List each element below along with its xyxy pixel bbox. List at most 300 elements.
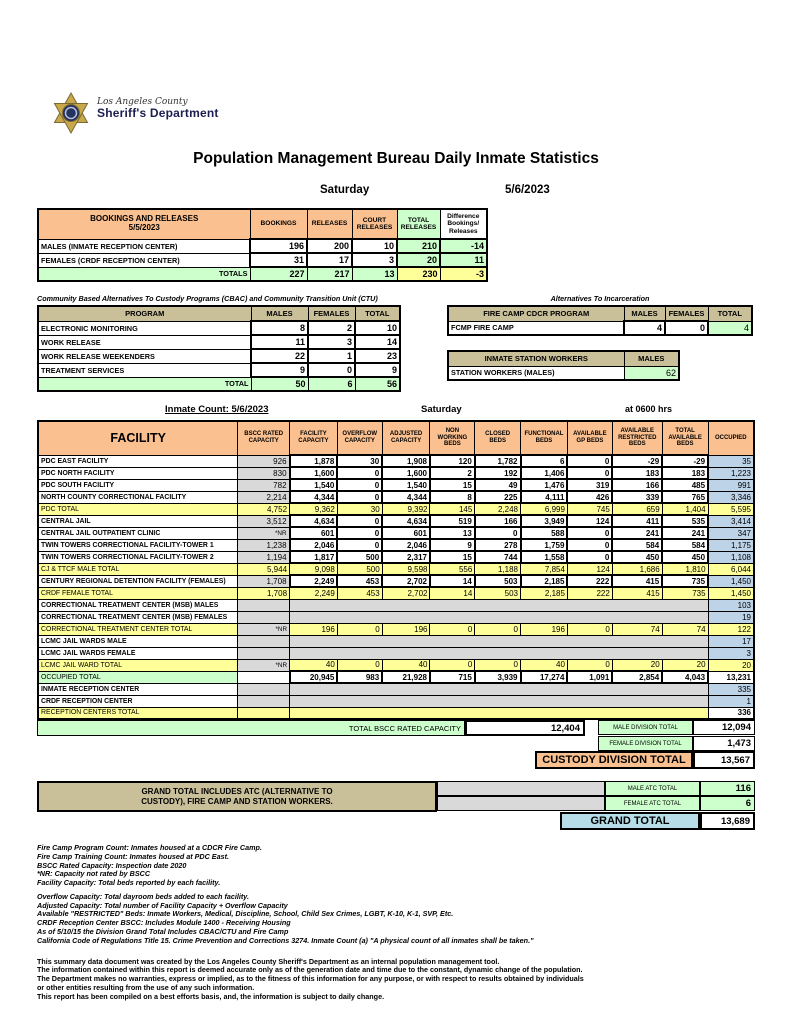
facility-value: 1,600 xyxy=(290,467,338,479)
grand-gray-cell xyxy=(437,796,605,811)
facility-row-label: TWIN TOWERS CORRECTIONAL FACILITY-TOWER 2 xyxy=(38,551,238,563)
facility-row xyxy=(38,467,754,479)
facility-bscc-capacity: *NR xyxy=(238,527,290,539)
facility-value: 411 xyxy=(612,515,662,527)
facility-value: 1,540 xyxy=(290,479,338,491)
facility-column-header: ADJUSTED CAPACITY xyxy=(382,421,430,455)
facility-value: 120 xyxy=(430,455,475,467)
facility-row xyxy=(38,527,754,539)
cbac-total-value: 6 xyxy=(308,377,355,391)
bookings-value: 196 xyxy=(250,239,307,253)
cbac-totals-row xyxy=(38,377,400,391)
facility-value: 415 xyxy=(612,587,662,599)
cbac-column-header: MALES xyxy=(251,306,308,321)
facility-merged-cell xyxy=(290,611,709,623)
facility-row-label: PDC EAST FACILITY xyxy=(38,455,238,467)
facility-value: 0 xyxy=(337,491,382,503)
footnote-line: CRDF Reception Center BSCC: Includes Module 1400 - Receiving Housing xyxy=(37,918,291,928)
facility-bscc-capacity: 782 xyxy=(238,479,290,491)
facility-value: 7,854 xyxy=(521,563,568,575)
facility-merged-cell xyxy=(290,707,709,719)
facility-value: 49 xyxy=(475,479,521,491)
footnote-line: *NR: Capacity not rated by BSCC xyxy=(37,869,151,879)
agency-name xyxy=(97,92,219,120)
programs-section xyxy=(37,294,755,392)
facility-value: 2,249 xyxy=(290,575,338,587)
facility-row-label: CORRECTIONAL TREATMENT CENTER (MSB) MALES xyxy=(38,599,238,611)
facility-value: 1,476 xyxy=(521,479,568,491)
facility-value: 20 xyxy=(662,659,708,671)
facility-bscc-capacity xyxy=(238,635,290,647)
alternatives-block xyxy=(447,294,753,392)
cbac-row xyxy=(38,335,400,349)
facility-value: 2,185 xyxy=(521,587,568,599)
male-division-total-value: 12,094 xyxy=(693,720,755,735)
facility-occupied: 335 xyxy=(708,683,754,695)
facility-bscc-capacity: 1,194 xyxy=(238,551,290,563)
bookings-header-row xyxy=(38,209,487,239)
facility-value: 9,598 xyxy=(382,563,430,575)
facility-row xyxy=(38,623,754,635)
facility-row xyxy=(38,647,754,659)
facility-value: 584 xyxy=(612,539,662,551)
cbac-header-row xyxy=(38,306,400,321)
bookings-column-header: TOTAL RELEASES xyxy=(397,209,440,239)
grand-total-value: 13,689 xyxy=(700,812,755,830)
facility-value: 192 xyxy=(475,467,521,479)
facility-row-label: NORTH COUNTY CORRECTIONAL FACILITY xyxy=(38,491,238,503)
bscc-total-label: TOTAL BSCC RATED CAPACITY xyxy=(37,720,465,736)
cbac-row xyxy=(38,321,400,335)
facility-value: 196 xyxy=(521,623,568,635)
facility-row-label: CENTRAL JAIL OUTPATIENT CLINIC xyxy=(38,527,238,539)
facility-column-header: BSCC RATED CAPACITY xyxy=(238,421,290,455)
facility-merged-cell xyxy=(290,695,709,707)
facility-value: 4,634 xyxy=(382,515,430,527)
facility-value: 2,702 xyxy=(382,587,430,599)
facility-value: 1,759 xyxy=(521,539,568,551)
cbac-table xyxy=(37,305,401,392)
facility-value: 1,817 xyxy=(290,551,338,563)
facility-value: 166 xyxy=(475,515,521,527)
facility-value: 13 xyxy=(430,527,475,539)
facility-value: 339 xyxy=(612,491,662,503)
fire-camp-column-header: TOTAL xyxy=(708,306,752,321)
facility-value: 2,248 xyxy=(475,503,521,515)
facility-occupied: 19 xyxy=(708,611,754,623)
female-atc-total-label: FEMALE ATC TOTAL xyxy=(605,796,700,811)
facility-bscc-capacity xyxy=(238,695,290,707)
grand-total-label: GRAND TOTAL xyxy=(560,812,700,830)
facility-value: 556 xyxy=(430,563,475,575)
bscc-total-row xyxy=(37,720,755,736)
facility-bscc-capacity: 5,944 xyxy=(238,563,290,575)
disclaimer-line: The Department makes no warranties, express or implied, as to the fitness of this information for any purpose, or with respect to results obtained by individuals xyxy=(37,974,584,984)
bookings-value: 210 xyxy=(397,239,440,253)
facility-column-header: OCCUPIED xyxy=(708,421,754,455)
footnote-line: Available "RESTRICTED" Beds: Inmate Workers, Medical, Discipline, School, Child Sex Crimes, LGBT, K-10, K-1, SVP, Etc. xyxy=(37,909,454,919)
facility-row-label: CORRECTIONAL TREATMENT CENTER (MSB) FEMALES xyxy=(38,611,238,623)
facility-column-header: FACILITY CAPACITY xyxy=(290,421,338,455)
bookings-value: 17 xyxy=(307,253,352,267)
facility-value: 1,558 xyxy=(521,551,568,563)
facility-bscc-capacity: 4,752 xyxy=(238,503,290,515)
facility-value: 183 xyxy=(612,467,662,479)
facility-value: 4,634 xyxy=(290,515,338,527)
facility-value: 8 xyxy=(430,491,475,503)
facility-occupied: 35 xyxy=(708,455,754,467)
grand-gray-cell xyxy=(437,781,605,796)
facility-occupied: 20 xyxy=(708,659,754,671)
fire-camp-column-header: FEMALES xyxy=(665,306,708,321)
facility-value: 1,686 xyxy=(612,563,662,575)
facility-value: 4,043 xyxy=(662,671,708,683)
facility-value: 426 xyxy=(567,491,612,503)
facility-row xyxy=(38,611,754,623)
facility-merged-cell xyxy=(290,635,709,647)
bookings-value: 11 xyxy=(440,253,487,267)
facility-occupied: 1,450 xyxy=(708,575,754,587)
facility-column-header: OVERFLOW CAPACITY xyxy=(337,421,382,455)
facility-value: 225 xyxy=(475,491,521,503)
facility-value: 1,600 xyxy=(382,467,430,479)
disclaimer-line: This summary data document was created by the Los Angeles County Sheriff's Department as an internal population management tool. xyxy=(37,956,500,966)
facility-value: 1,540 xyxy=(382,479,430,491)
facility-bscc-capacity xyxy=(238,683,290,695)
bookings-date: 5/5/2023 xyxy=(128,223,160,233)
facility-value: 500 xyxy=(337,551,382,563)
facility-value: 453 xyxy=(337,587,382,599)
facility-value: 535 xyxy=(662,515,708,527)
facility-value: 744 xyxy=(475,551,521,563)
bookings-value: 20 xyxy=(397,253,440,267)
facility-value: 30 xyxy=(337,503,382,515)
facility-value: 1,404 xyxy=(662,503,708,515)
facility-occupied: 1 xyxy=(708,695,754,707)
facility-value: 765 xyxy=(662,491,708,503)
facility-bscc-capacity: 1,708 xyxy=(238,587,290,599)
facility-row-label: INMATE RECEPTION CENTER xyxy=(38,683,238,695)
facility-value: 0 xyxy=(475,527,521,539)
station-workers-column-header: MALES xyxy=(624,351,679,366)
facility-bscc-capacity: *NR xyxy=(238,623,290,635)
facility-row-label: LCMC JAIL WARD TOTAL xyxy=(38,659,238,671)
station-workers-header-row xyxy=(448,351,679,366)
cbac-column-header: PROGRAM xyxy=(38,306,251,321)
cbac-value: 2 xyxy=(308,321,355,335)
facility-row-label: LCMC JAIL WARDS MALE xyxy=(38,635,238,647)
facility-value: 278 xyxy=(475,539,521,551)
facility-value: 1,406 xyxy=(521,467,568,479)
facility-merged-cell xyxy=(290,647,709,659)
facility-value: 659 xyxy=(612,503,662,515)
facility-row xyxy=(38,635,754,647)
facility-statistics-table xyxy=(37,420,755,720)
facility-value: 450 xyxy=(612,551,662,563)
bookings-row xyxy=(38,253,487,267)
facility-value: 588 xyxy=(521,527,568,539)
facility-column-header: AVAILABLE RESTRICTED BEDS xyxy=(612,421,662,455)
facility-occupied: 3 xyxy=(708,647,754,659)
grand-total-block xyxy=(37,781,755,830)
agency-header xyxy=(51,92,755,136)
facility-value: 601 xyxy=(290,527,338,539)
cbac-row xyxy=(38,363,400,377)
facility-value: 196 xyxy=(382,623,430,635)
cbac-row xyxy=(38,349,400,363)
facility-value: 0 xyxy=(337,539,382,551)
facility-value: 14 xyxy=(430,575,475,587)
footnote-line: BSCC Rated Capacity: Inspection date 2020 xyxy=(37,860,187,870)
male-atc-total-label: MALE ATC TOTAL xyxy=(605,781,700,796)
page-title: Population Management Bureau Daily Inmate Statistics xyxy=(193,150,599,167)
fire-camp-column-header: MALES xyxy=(624,306,665,321)
custody-division-total-value: 13,567 xyxy=(693,751,755,769)
facility-value: 500 xyxy=(337,563,382,575)
facility-value: 735 xyxy=(662,575,708,587)
facility-bscc-capacity: 1,708 xyxy=(238,575,290,587)
facility-value: 1,091 xyxy=(567,671,612,683)
facility-row-label: CENTRAL JAIL xyxy=(38,515,238,527)
facility-bscc-capacity xyxy=(238,647,290,659)
facility-row-label: PDC SOUTH FACILITY xyxy=(38,479,238,491)
facility-merged-cell xyxy=(290,599,709,611)
fire-camp-row-label: FCMP FIRE CAMP xyxy=(448,321,624,335)
facility-value: 2,249 xyxy=(290,587,338,599)
facility-column-header: FUNCTIONAL BEDS xyxy=(521,421,568,455)
facility-value: 601 xyxy=(382,527,430,539)
cbac-value: 3 xyxy=(308,335,355,349)
facility-value: 15 xyxy=(430,551,475,563)
facility-value: 2,185 xyxy=(521,575,568,587)
facility-bscc-capacity xyxy=(238,707,290,719)
facility-value: 40 xyxy=(290,659,338,671)
facility-value: 0 xyxy=(337,623,382,635)
facility-bscc-capacity: 830 xyxy=(238,467,290,479)
facility-value: 485 xyxy=(662,479,708,491)
facility-value: 745 xyxy=(567,503,612,515)
footnote-line: Adjusted Capacity: Total number of Facility Capacity + Overflow Capacity xyxy=(37,900,288,910)
cbac-value: 9 xyxy=(355,363,400,377)
bookings-row-label: MALES (INMATE RECEPTION CENTER) xyxy=(38,239,250,253)
custody-division-row xyxy=(37,751,755,769)
facility-value: -29 xyxy=(612,455,662,467)
facility-value: 519 xyxy=(430,515,475,527)
facility-value: 241 xyxy=(662,527,708,539)
facility-bscc-capacity: 2,214 xyxy=(238,491,290,503)
bookings-total-value: 217 xyxy=(307,267,352,281)
facility-value: 222 xyxy=(567,575,612,587)
bookings-title: BOOKINGS AND RELEASES xyxy=(90,214,199,224)
facility-value: 21,928 xyxy=(382,671,430,683)
facility-value: 145 xyxy=(430,503,475,515)
facility-value: 0 xyxy=(475,659,521,671)
facility-row-label: CJ & TTCF MALE TOTAL xyxy=(38,563,238,575)
facility-value: 196 xyxy=(290,623,338,635)
cbac-row-label: WORK RELEASE WEEKENDERS xyxy=(38,349,251,363)
sheriff-star-icon xyxy=(51,92,91,136)
facility-value: 0 xyxy=(337,659,382,671)
facility-row xyxy=(38,491,754,503)
facility-value: 6,999 xyxy=(521,503,568,515)
facility-value: 1,908 xyxy=(382,455,430,467)
cbac-value: 22 xyxy=(251,349,308,363)
disclaimer-line: The information contained within this report is deemed accurate only as of the generation date and time due to the constant, dynamic change of the population. xyxy=(37,965,583,975)
bookings-releases-table xyxy=(37,208,488,282)
facility-row xyxy=(38,707,754,719)
grand-total-note-line2: CUSTODY), FIRE CAMP AND STATION WORKERS. xyxy=(141,796,333,806)
facility-value: 1,188 xyxy=(475,563,521,575)
facility-value: 0 xyxy=(567,551,612,563)
bookings-totals-row xyxy=(38,267,487,281)
cbac-value: 9 xyxy=(251,363,308,377)
bookings-value: 200 xyxy=(307,239,352,253)
facility-value: 2,046 xyxy=(382,539,430,551)
male-division-total-label: MALE DIVISION TOTAL xyxy=(598,720,693,735)
facility-occupied: 991 xyxy=(708,479,754,491)
cbac-total-value: 50 xyxy=(251,377,308,391)
bookings-title-cell xyxy=(38,209,250,239)
footnote-line: Overflow Capacity: Total dayroom beds added to each facility. xyxy=(37,891,249,901)
cbac-value: 8 xyxy=(251,321,308,335)
facility-column-header: FACILITY xyxy=(38,421,238,455)
facility-value: 450 xyxy=(662,551,708,563)
cbac-column-header: FEMALES xyxy=(308,306,355,321)
facility-value: 15 xyxy=(430,479,475,491)
facility-value: 4,344 xyxy=(382,491,430,503)
facility-value: 20,945 xyxy=(290,671,338,683)
facility-value: 0 xyxy=(430,623,475,635)
facility-bscc-capacity: 926 xyxy=(238,455,290,467)
facility-value: 4,344 xyxy=(290,491,338,503)
facility-bscc-capacity xyxy=(238,611,290,623)
facility-occupied: 5,595 xyxy=(708,503,754,515)
station-workers-row xyxy=(448,366,679,380)
grand-total-note-line1: GRAND TOTAL INCLUDES ATC (ALTERNATIVE TO xyxy=(141,787,333,797)
footnote-line: California Code of Regulations Title 15. Crime Prevention and Corrections 3274. Inmate Count (a) "A physical count of all inmates shall be taken." xyxy=(37,935,534,945)
facility-value: 2 xyxy=(430,467,475,479)
facility-value: 30 xyxy=(337,455,382,467)
facility-value: 183 xyxy=(662,467,708,479)
facility-value: 453 xyxy=(337,575,382,587)
facility-occupied: 6,044 xyxy=(708,563,754,575)
disclaimer xyxy=(37,958,755,1002)
facility-value: 0 xyxy=(337,527,382,539)
facility-value: 319 xyxy=(567,479,612,491)
facility-bscc-capacity xyxy=(238,599,290,611)
facility-value: 715 xyxy=(430,671,475,683)
facility-value: 1,810 xyxy=(662,563,708,575)
facility-value: 9,392 xyxy=(382,503,430,515)
agency-department-label: Sheriff's Department xyxy=(97,106,219,121)
bookings-row xyxy=(38,239,487,253)
footnote-line: Facility Capacity: Total beds reported by each facility. xyxy=(37,878,221,888)
facility-row xyxy=(38,695,754,707)
facility-value: 0 xyxy=(567,467,612,479)
facility-row xyxy=(38,503,754,515)
facility-value: 3,949 xyxy=(521,515,568,527)
facility-value: 735 xyxy=(662,587,708,599)
disclaimer-line: This report has been compiled on a best efforts basis, and, the information is subject to daily change. xyxy=(37,991,385,1001)
footnote-line: As of 5/10/15 the Division Grand Total Includes CBAC/CTU and Fire Camp xyxy=(37,927,289,937)
facility-row-label: CRDF FEMALE TOTAL xyxy=(38,587,238,599)
bookings-total-value: 13 xyxy=(352,267,397,281)
fire-camp-column-header: FIRE CAMP CDCR PROGRAM xyxy=(448,306,624,321)
facility-value: 2,046 xyxy=(290,539,338,551)
facility-bscc-capacity: *NR xyxy=(238,659,290,671)
cbac-total-value: 56 xyxy=(355,377,400,391)
bookings-row-label: FEMALES (CRDF RECEPTION CENTER) xyxy=(38,253,250,267)
bookings-column-header: Difference Bookings/ Releases xyxy=(440,209,487,239)
facility-occupied: 3,414 xyxy=(708,515,754,527)
footnote-line: Fire Camp Training Count: Inmates housed at PDC East. xyxy=(37,851,229,861)
bookings-column-header: COURT RELEASES xyxy=(352,209,397,239)
facility-value: 9 xyxy=(430,539,475,551)
station-workers-row-label: STATION WORKERS (MALES) xyxy=(448,366,624,380)
female-division-total-value: 1,473 xyxy=(693,736,755,751)
facility-merged-cell xyxy=(290,683,709,695)
fire-camp-row xyxy=(448,321,752,335)
facility-occupied: 336 xyxy=(708,707,754,719)
facility-value: 124 xyxy=(567,515,612,527)
facility-value: 0 xyxy=(567,539,612,551)
facility-value: 20 xyxy=(612,659,662,671)
facility-row-label: CORRECTIONAL TREATMENT CENTER TOTAL xyxy=(38,623,238,635)
facility-occupied: 3,346 xyxy=(708,491,754,503)
facility-value: 166 xyxy=(612,479,662,491)
cbac-row-label: WORK RELEASE xyxy=(38,335,251,349)
facility-column-header: NON WORKING BEDS xyxy=(430,421,475,455)
cbac-value: 14 xyxy=(355,335,400,349)
facility-value: 503 xyxy=(475,575,521,587)
male-atc-total-value: 116 xyxy=(700,781,755,796)
facility-column-header: AVAILABLE GP BEDS xyxy=(567,421,612,455)
bookings-total-value: -3 xyxy=(440,267,487,281)
facility-row-label: OCCUPIED TOTAL xyxy=(38,671,238,683)
cbac-column-header: TOTAL xyxy=(355,306,400,321)
facility-occupied: 122 xyxy=(708,623,754,635)
facility-value: 6 xyxy=(521,455,568,467)
alternatives-title: Alternatives To Incarceration xyxy=(550,294,650,303)
bookings-total-value: 230 xyxy=(397,267,440,281)
facility-value: 0 xyxy=(475,623,521,635)
station-workers-table xyxy=(447,350,680,381)
facility-value: 2,317 xyxy=(382,551,430,563)
facility-value: 2,702 xyxy=(382,575,430,587)
facility-occupied: 17 xyxy=(708,635,754,647)
facility-value: 241 xyxy=(612,527,662,539)
cbac-value: 1 xyxy=(308,349,355,363)
facility-bscc-capacity: 1,238 xyxy=(238,539,290,551)
facility-value: 4,111 xyxy=(521,491,568,503)
inmate-count-day: Saturday xyxy=(421,404,462,415)
facility-row-label: RECEPTION CENTERS TOTAL xyxy=(38,707,238,719)
cbac-title: Community Based Alternatives To Custody Programs (CBAC) and Community Transition Unit (CTU) xyxy=(37,294,378,303)
facility-value: 40 xyxy=(521,659,568,671)
facility-row xyxy=(38,455,754,467)
report-day: Saturday xyxy=(320,184,370,196)
facility-value: 0 xyxy=(567,623,612,635)
bookings-column-header: RELEASES xyxy=(307,209,352,239)
report-day-date xyxy=(37,184,755,200)
bookings-total-value: 227 xyxy=(250,267,307,281)
facility-value: 0 xyxy=(337,467,382,479)
facility-row xyxy=(38,683,754,695)
facility-row xyxy=(38,587,754,599)
facility-occupied: 1,108 xyxy=(708,551,754,563)
facility-row xyxy=(38,479,754,491)
cbac-value: 23 xyxy=(355,349,400,363)
